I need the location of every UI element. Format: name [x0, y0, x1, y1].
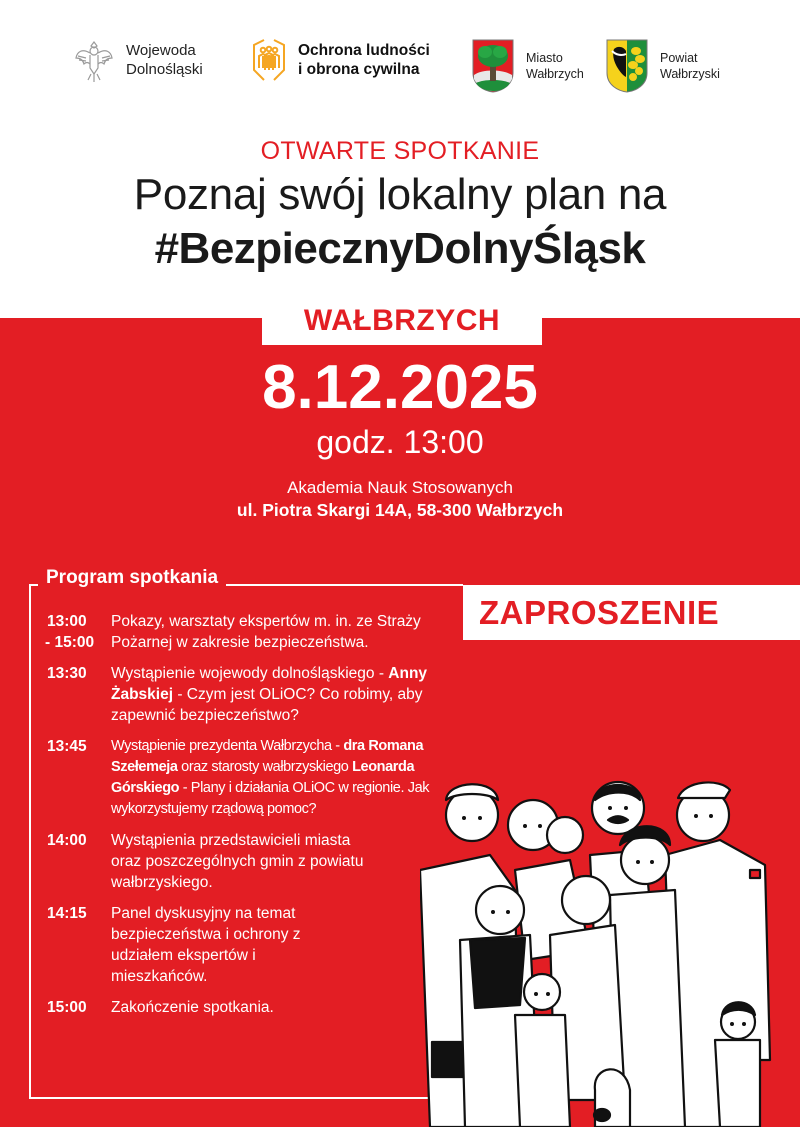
eagle-oak-coat-of-arms-icon: [606, 39, 648, 93]
agenda-time: 15:00: [47, 999, 87, 1016]
logo-text-line1: Wojewoda: [126, 42, 196, 59]
logo-powiat-walbrzyski: [606, 39, 720, 93]
agenda-description: Wystąpienie wojewody dolnośląskiego - Anny Żabskiej - Czym jest OLiOC? Co robimy, aby zapewnić bezpieczeństwo?: [111, 665, 428, 724]
agenda-description: Wystąpienie prezydenta Wałbrzycha - dra Romana Szełemeja oraz starosty wałbrzyskiego Leonarda Górskiego - Plany i działania OLiOC w regionie. Jak wykorzystujemy rządową pomoc?: [111, 738, 430, 817]
city-label: WAŁBRZYCH: [262, 300, 542, 345]
logo-text-line2: i obrona cywilna: [298, 61, 420, 78]
agenda-description: Wystąpienia przedstawicieli miasta oraz poszczególnych gmin z powiatu wałbrzyskiego.: [111, 832, 364, 891]
event-date: 8.12.2025: [262, 353, 538, 422]
agenda-time: 14:15: [47, 905, 87, 922]
agenda-description: Panel dyskusyjny na temat bezpieczeństwa i ochrony z udziałem ekspertów i mieszkańców.: [111, 905, 301, 985]
agenda-time: 13:00 - 15:00: [45, 613, 95, 651]
agenda-item: [47, 830, 447, 893]
page-title: Poznaj swój lokalny plan na: [133, 170, 667, 219]
campaign-hashtag: #BezpiecznyDolnyŚląsk: [154, 224, 646, 273]
partner-logos: [0, 36, 800, 96]
invitation-banner: ZAPROSZENIE: [463, 585, 800, 640]
logo-miasto-walbrzych: [472, 39, 584, 93]
agenda-time: 13:45: [47, 738, 87, 755]
agenda-item: [47, 611, 447, 653]
agenda-item: [47, 663, 447, 726]
eagle-emblem-icon: [74, 36, 114, 84]
logo-text-line2: Dolnośląski: [126, 61, 203, 78]
agenda-time: 14:00: [47, 832, 87, 849]
tree-coat-of-arms-icon: [472, 39, 514, 93]
logo-text-line1: Miasto: [526, 51, 563, 65]
community-people-illustration: [420, 760, 800, 1127]
event-type-label: OTWARTE SPOTKANIE: [260, 137, 540, 165]
agenda-description: Pokazy, warsztaty ekspertów m. in. ze Straży Pożarnej w zakresie bezpieczeństwa.: [111, 613, 421, 651]
agenda-item: [47, 997, 447, 1018]
logo-text-line2: Wałbrzych: [526, 67, 584, 81]
event-time: godz. 13:00: [316, 424, 484, 460]
agenda-item: [47, 736, 447, 820]
logo-text-line1: Ochrona ludności: [298, 42, 430, 59]
event-address: ul. Piotra Skargi 14A, 58-300 Wałbrzych: [236, 500, 564, 520]
program-agenda: [47, 611, 447, 1028]
program-title: Program spotkania: [38, 567, 226, 589]
logo-text-line1: Powiat: [660, 51, 698, 65]
agenda-item: [47, 903, 447, 987]
agenda-time: 13:30: [47, 665, 87, 682]
people-shield-icon: [252, 38, 286, 82]
event-venue: Akademia Nauk Stosowanych: [287, 478, 513, 497]
logo-text-line2: Wałbrzyski: [660, 67, 720, 81]
agenda-description: Zakończenie spotkania.: [111, 999, 274, 1016]
logo-wojewoda: [74, 36, 203, 84]
logo-ochrona-ludnosci: [252, 38, 430, 82]
